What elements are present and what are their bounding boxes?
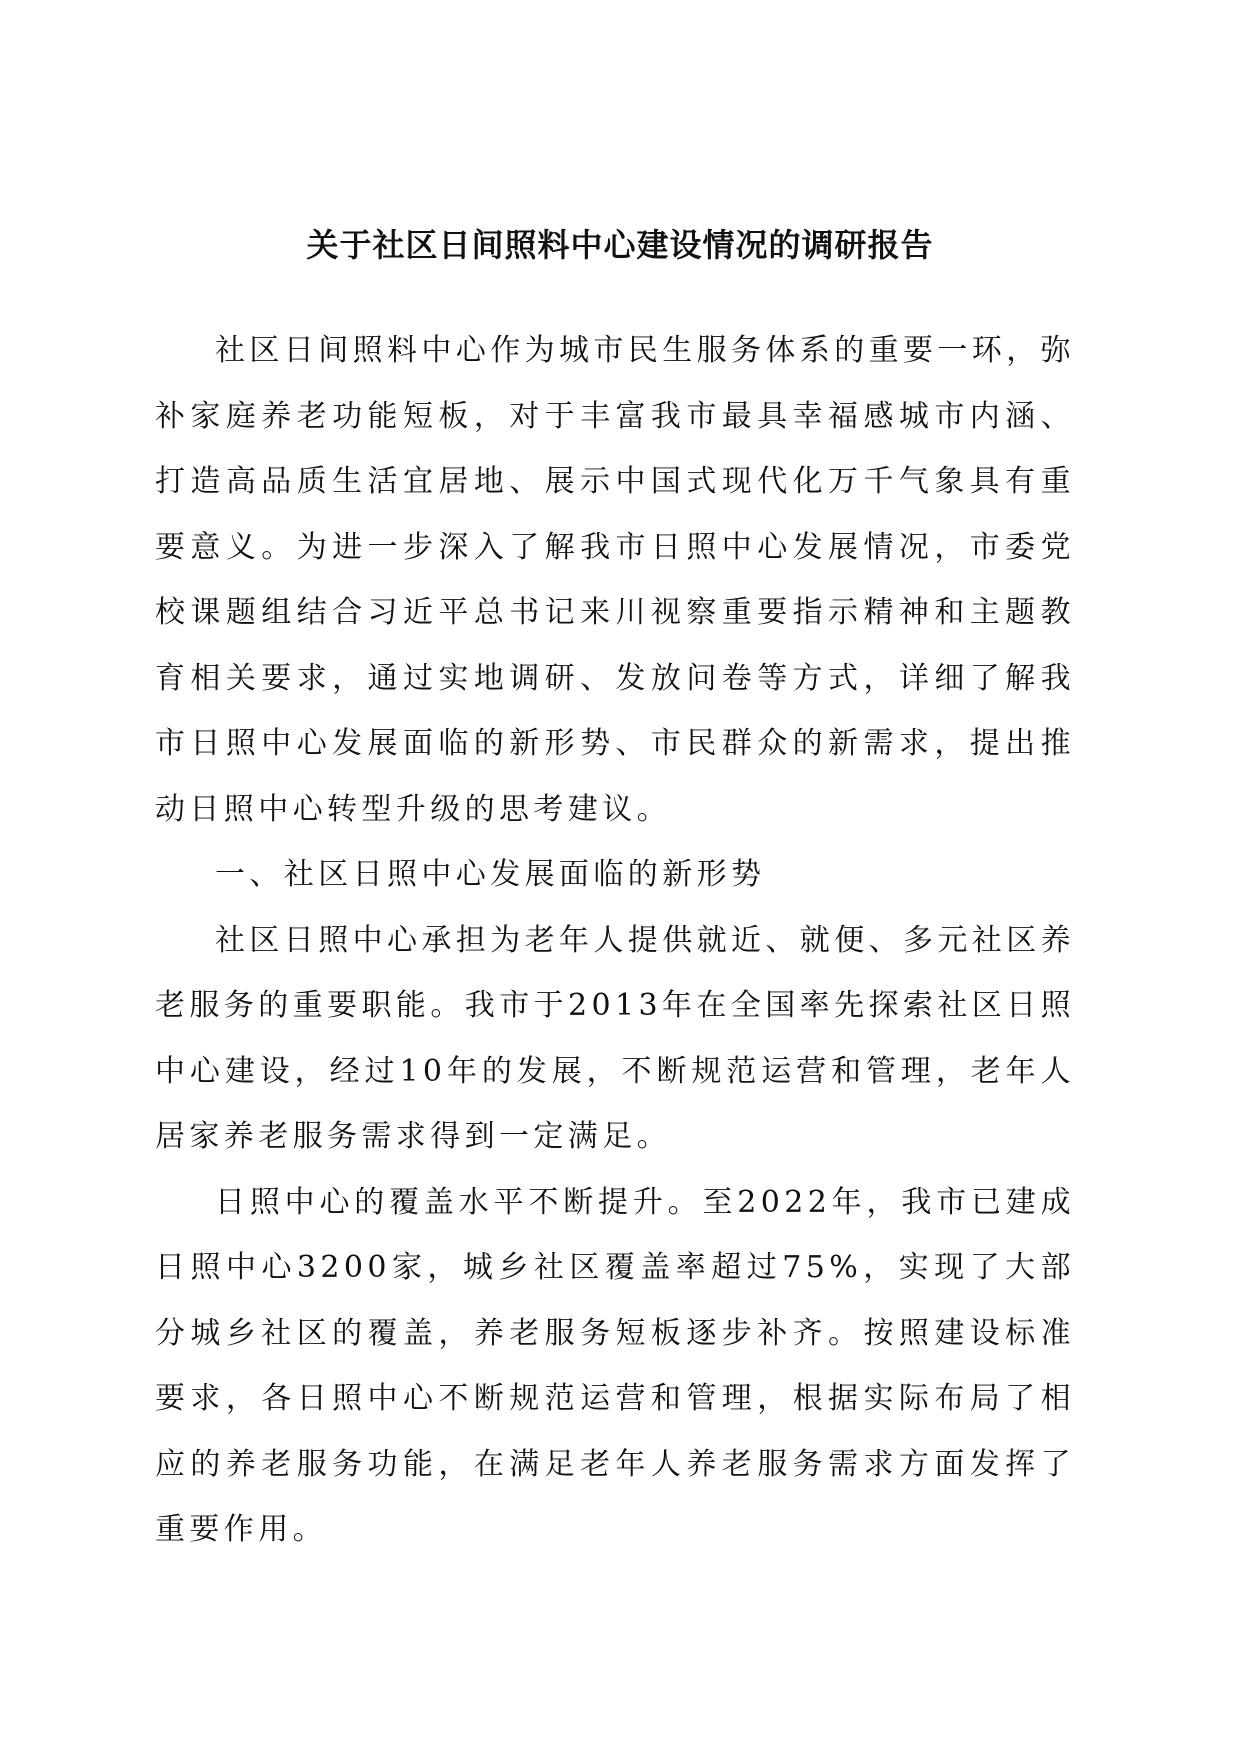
document-body	[155, 318, 1075, 1563]
body-paragraph: 社区日照中心承担为老年人提供就近、就便、多元社区养老服务的重要职能。我市于2013年在全国率先探索社区日照中心建设，经过10年的发展，不断规范运营和管理，老年人居家养老服务需求得到一定满足。	[155, 922, 1075, 1154]
document-title: 关于社区日间照料中心建设情况的调研报告	[306, 226, 934, 264]
intro-paragraph: 社区日间照料中心作为城市民生服务体系的重要一环，弥补家庭养老功能短板，对于丰富我市最具幸福感城市内涵、打造高品质生活宜居地、展示中国式现代化万千气象具有重要意义。为进一步深入了解我市日照中心发展情况，市委党校课题组结合习近平总书记来川视察重要指示精神和主题教育相关要求，通过实地调研、发放问卷等方式，详细了解我市日照中心发展面临的新形势、市民群众的新需求，提出推动日照中心转型升级的思考建议。	[155, 333, 1075, 827]
section-heading: 一、社区日照中心发展面临的新形势	[215, 857, 766, 892]
body-paragraph: 日照中心的覆盖水平不断提升。至2022年，我市已建成日照中心3200家，城乡社区覆盖率超过75%，实现了大部分城乡社区的覆盖，养老服务短板逐步补齐。按照建设标准要求，各日照中心不断规范运营和管理，根据实际布局了相应的养老服务功能，在满足老年人养老服务需求方面发挥了重要作用。	[155, 1184, 1075, 1547]
